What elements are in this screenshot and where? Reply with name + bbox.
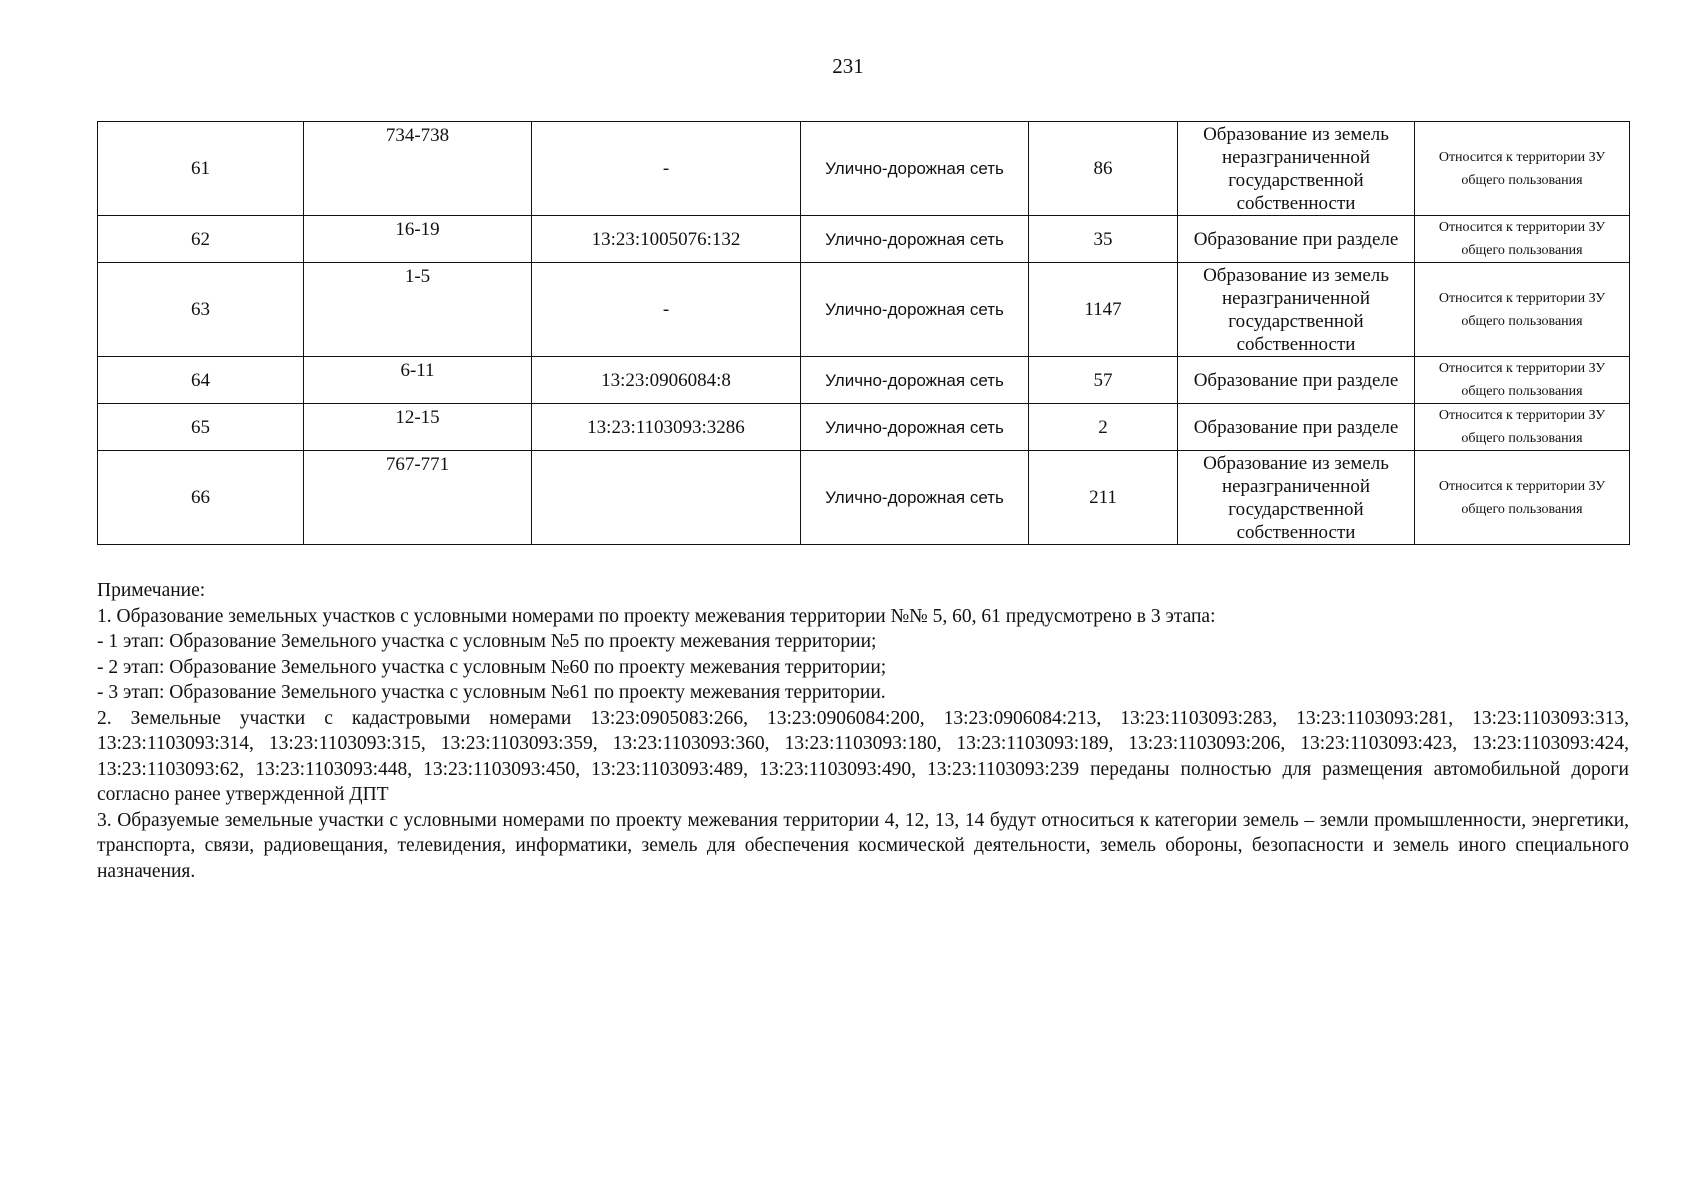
permitted-use: Улично-дорожная сеть	[801, 404, 1029, 451]
permitted-use: Улично-дорожная сеть	[801, 263, 1029, 357]
plot-parts-cell	[304, 404, 532, 451]
plot-number: 65	[98, 404, 304, 451]
table-row	[98, 216, 1630, 263]
plot-parts-cell	[304, 122, 532, 216]
cadastral-number	[532, 451, 801, 545]
plot-number: 63	[98, 263, 304, 357]
table-row	[98, 357, 1630, 404]
permitted-use: Улично-дорожная сеть	[801, 451, 1029, 545]
plot-parts-cell	[304, 216, 532, 263]
plot-area: 211	[1029, 451, 1178, 545]
formation-method: Образование при разделе	[1178, 357, 1415, 404]
plot-parts: 6-11	[400, 360, 435, 381]
cadastral-number: -	[532, 122, 801, 216]
land-plots-table	[97, 121, 1630, 545]
plot-number: 64	[98, 357, 304, 404]
formation-method: Образование из земель неразграниченной государственной собственности	[1178, 122, 1415, 216]
page-number: 231	[832, 54, 864, 78]
permitted-use: Улично-дорожная сеть	[801, 122, 1029, 216]
plot-note: Относится к территории ЗУ общего пользования	[1415, 216, 1630, 263]
cadastral-number: -	[532, 263, 801, 357]
formation-method: Образование из земель неразграниченной государственной собственности	[1178, 451, 1415, 545]
plot-area: 86	[1029, 122, 1178, 216]
plot-parts-cell	[304, 357, 532, 404]
notes-heading: Примечание:	[97, 580, 206, 601]
plot-number: 66	[98, 451, 304, 545]
plot-parts: 767-771	[385, 454, 450, 475]
cadastral-number: 13:23:1103093:3286	[532, 404, 801, 451]
note-item-3: 3. Образуемые земельные участки с условными номерами по проекту межевания территории 4, 12, 13, 14 будут относиться к категории земель – земли промышленности, энергетики, транспорта, связи, радиовещания, телевидения, информатики, земель для обеспечения космической деятельности, земель обороны, безопасности и земель иного специального назначения.	[97, 809, 1629, 882]
plot-note: Относится к территории ЗУ общего пользования	[1415, 357, 1630, 404]
cadastral-number: 13:23:1005076:132	[532, 216, 801, 263]
plot-area: 35	[1029, 216, 1178, 263]
note-item-1: 1. Образование земельных участков с условными номерами по проекту межевания территории №№ 5, 60, 61 предусмотрено в 3 этапа:	[97, 605, 1216, 627]
note-stage-1: - 1 этап: Образование Земельного участка с условным №5 по проекту межевания территории;	[97, 631, 877, 652]
plot-parts: 734-738	[385, 125, 450, 146]
plot-note: Относится к территории ЗУ общего пользования	[1415, 404, 1630, 451]
note-stage-3: - 3 этап: Образование Земельного участка с условным №61 по проекту межевания территории.	[97, 682, 886, 703]
plot-note: Относится к территории ЗУ общего пользования	[1415, 122, 1630, 216]
table-row	[98, 404, 1630, 451]
plot-parts-cell	[304, 263, 532, 357]
permitted-use: Улично-дорожная сеть	[801, 357, 1029, 404]
plot-note: Относится к территории ЗУ общего пользования	[1415, 263, 1630, 357]
plot-parts: 1-5	[404, 266, 431, 287]
notes-section	[97, 578, 1629, 884]
table-row	[98, 263, 1630, 357]
plot-parts-cell	[304, 451, 532, 545]
formation-method: Образование из земель неразграниченной государственной собственности	[1178, 263, 1415, 357]
note-stage-2: - 2 этап: Образование Земельного участка с условным №60 по проекту межевания территории;	[97, 656, 887, 678]
permitted-use: Улично-дорожная сеть	[801, 216, 1029, 263]
plot-number: 61	[98, 122, 304, 216]
plot-note: Относится к территории ЗУ общего пользования	[1415, 451, 1630, 545]
plot-parts: 12-15	[395, 407, 440, 428]
plot-number: 62	[98, 216, 304, 263]
note-item-2: 2. Земельные участки с кадастровыми номерами 13:23:0905083:266, 13:23:0906084:200, 13:23:0906084:213, 13:23:1103093:283, 13:23:1103093:281, 13:23:1103093:313, 13:23:1103093:314, 13:23:1103093:315, 13:23:1103093:359, 13:23:1103093:360, 13:23:1103093:180, 13:23:1103093:189, 13:23:1103093:206, 13:23:1103093:423, 13:23:1103093:424, 13:23:1103093:62, 13:23:1103093:448, 13:23:1103093:450, 13:23:1103093:489, 13:23:1103093:490, 13:23:1103093:239 переданы полностью для размещения автомобильной дороги согласно ранее утвержденной ДПТ	[97, 707, 1629, 805]
plot-area: 2	[1029, 404, 1178, 451]
cadastral-number: 13:23:0906084:8	[532, 357, 801, 404]
formation-method: Образование при разделе	[1178, 216, 1415, 263]
table-row	[98, 451, 1630, 545]
plot-area: 1147	[1029, 263, 1178, 357]
plot-parts: 16-19	[395, 219, 440, 240]
plot-area: 57	[1029, 357, 1178, 404]
table-row	[98, 122, 1630, 216]
formation-method: Образование при разделе	[1178, 404, 1415, 451]
